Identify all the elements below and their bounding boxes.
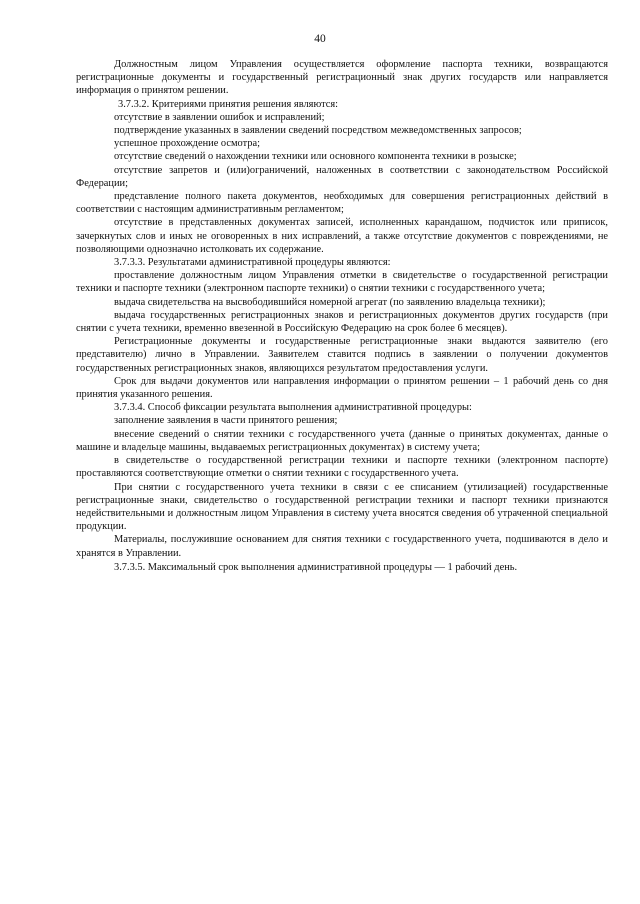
paragraph: Срок для выдачи документов или направления информации о принятом решении – 1 рабочий день со дня принятия указанного решения. <box>76 375 608 401</box>
paragraph: в свидетельстве о государственной регистрации техники и паспорте техники (электронном паспорте) проставляются соответствующие отметки о снятии техники с государственного учета. <box>76 455 608 480</box>
paragraph: 3.7.3.2. Критериями принятия решения являются: <box>118 98 339 110</box>
paragraph: подтверждение указанных в заявлении сведений посредством межведомственных запросов; <box>114 125 522 137</box>
paragraph: 3.7.3.4. Способ фиксации результата выполнения административной процедуры: <box>114 402 472 414</box>
paragraph: отсутствие сведений о нахождении техники или основного компонента техники в розыске; <box>114 151 517 163</box>
paragraph: проставление должностным лицом Управления отметки в свидетельстве о государственной регистрации техники и паспорте техники (электронном паспорте техники) о снятии техники с государственного учета; <box>76 270 608 295</box>
paragraph: внесение сведений о снятии техники с государственного учета (данные о принятых документах, данные о машине и владельце машины, выдаваемых регистрационных документах) в систему учета; <box>76 428 608 453</box>
paragraph: представление полного пакета документов, необходимых для совершения регистрационных действий в соответствии с настоящим административным регламентом; <box>76 191 608 216</box>
paragraph: Регистрационные документы и государственные регистрационные знаки выдаются заявителю (его представителю) лично в Управлении. Заявителем ставится подпись в заявлении о получении документов государственных регистрационных знаков, являющихся результатом предоставления услуги. <box>76 336 608 374</box>
paragraph: успешное прохождение осмотра; <box>114 138 260 150</box>
paragraph: 3.7.3.5. Максимальный срок выполнения административной процедуры — 1 рабочий день. <box>114 561 518 573</box>
paragraph: Материалы, послужившие основанием для снятия техники с государственного учета, подшиваются в дело и хранятся в Управлении. <box>76 534 608 559</box>
paragraph: отсутствие запретов и (или)ограничений, наложенных в соответствии с законодательством Российской Федерации; <box>76 164 608 189</box>
page-number: 40 <box>314 33 326 45</box>
paragraph: При снятии с государственного учета техники в связи с ее списанием (утилизацией) государственные регистрационные знаки, свидетельство о государственной регистрации техники и паспорт техники признаются недействительными и должностным лицом Управления в систему учета вносятся сведения об утраченной специальной продукции. <box>76 481 608 533</box>
document-body <box>76 58 608 574</box>
paragraph: Должностным лицом Управления осуществляется оформление паспорта техники, возвращаются регистрационные документы и государственный регистрационный знак других государств или направляется информация о принятом решении. <box>76 59 608 97</box>
paragraph: отсутствие в представленных документах записей, исполненных карандашом, подчисток или приписок, зачеркнутых слов и иных не оговоренных в них исправлений, а также отсутствие документов с повреждениями, не позволяющими однозначно истолковать их содержание. <box>76 217 608 255</box>
paragraph: выдача свидетельства на высвободившийся номерной агрегат (по заявлению владельца техники); <box>114 296 546 308</box>
paragraph: заполнение заявления в части принятого решения; <box>114 415 338 427</box>
paragraph: 3.7.3.3. Результатами административной процедуры являются: <box>114 257 391 269</box>
paragraph: выдача государственных регистрационных знаков и регистрационных документов других государств (при снятии с учета техники, временно ввезенной в Российскую Федерацию на срок более 6 месяцев). <box>76 309 608 335</box>
paragraph: отсутствие в заявлении ошибок и исправлений; <box>114 111 325 123</box>
